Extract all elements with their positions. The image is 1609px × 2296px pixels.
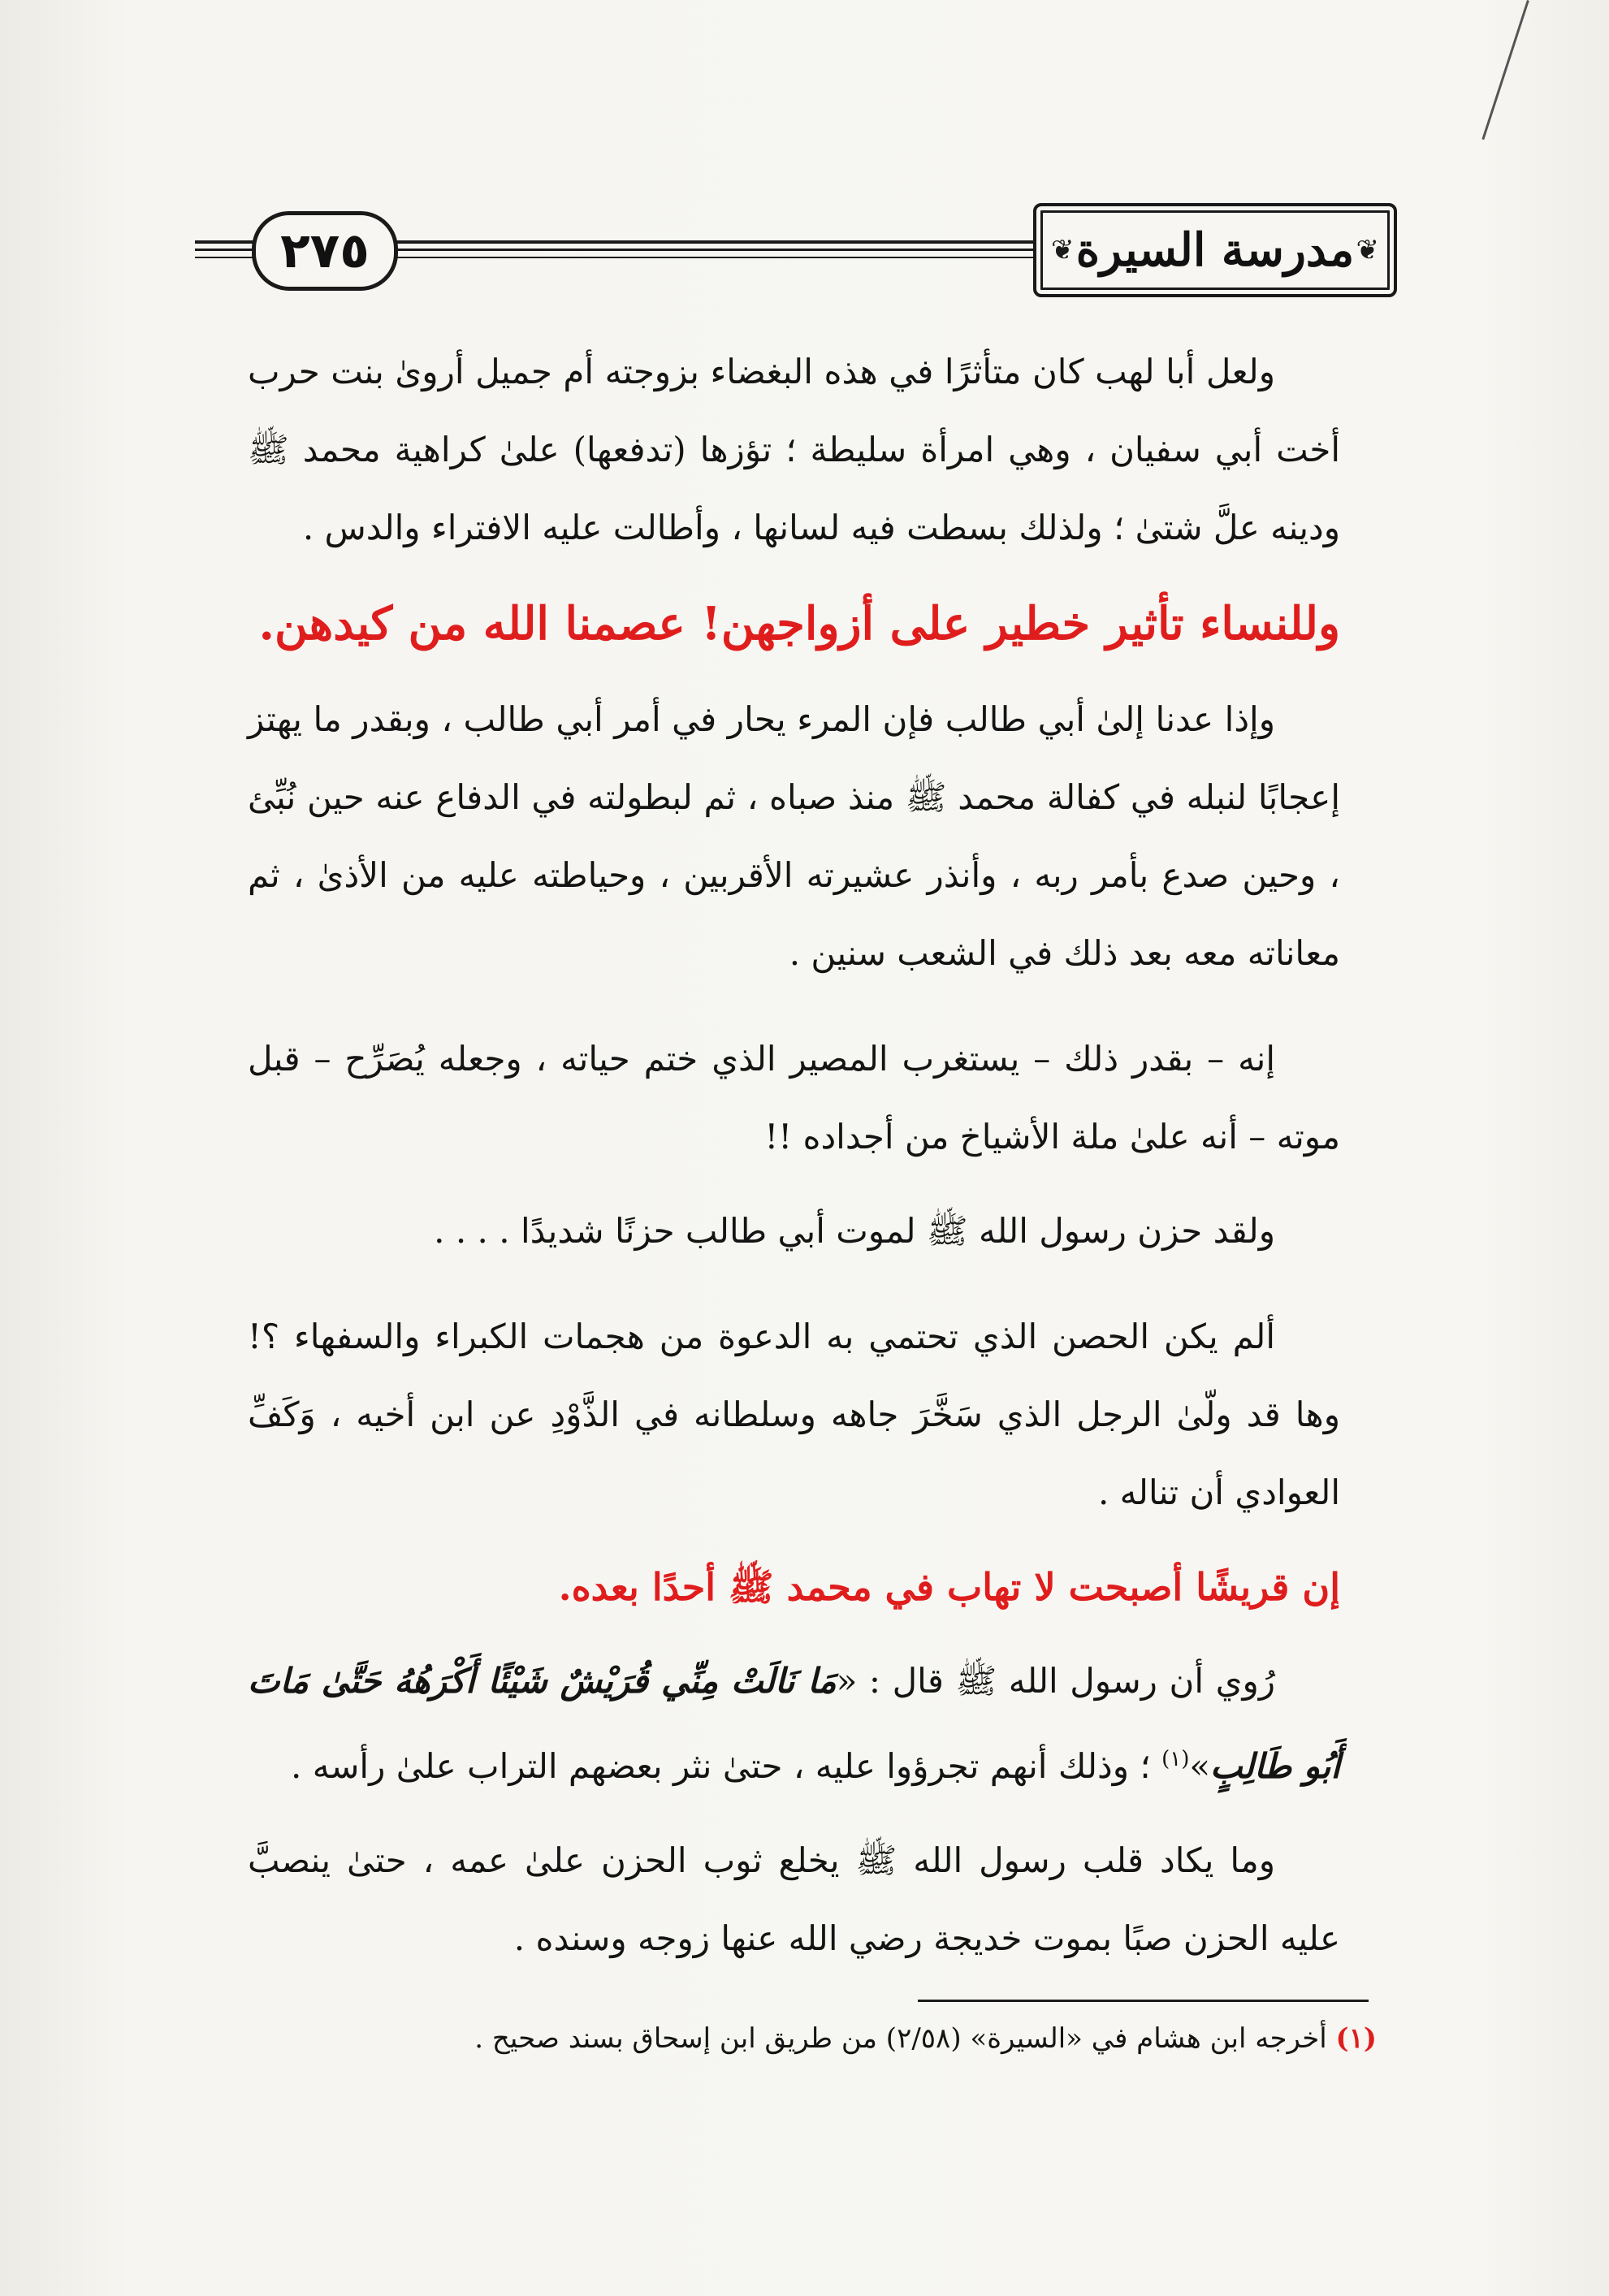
paragraph: ألم يكن الحصن الذي تحتمي به الدعوة من هجمات الكبراء والسفهاء ؟! وها قد ولّىٰ الرجل الذي سَخَّرَ جاهه وسلطانه في الذَّوْدِ عن ابن أخيه ، وَكَفِّ العوادي أن تناله . <box>248 1317 1340 1512</box>
footnote-marker: (١) <box>1335 2022 1377 2055</box>
page-header <box>195 187 1397 301</box>
page-number-badge <box>252 211 398 291</box>
scan-edge-line <box>1481 0 1529 140</box>
paragraph <box>248 1642 1340 1805</box>
footnote-rule <box>918 2000 1369 2002</box>
ornament-icon: ❦ <box>1051 234 1075 266</box>
hadith-quote: مَا نَالَتْ مِنِّي قُرَيْشٌ شَيْئًا أَكْرَهُهُ حَتَّىٰ مَاتَ أَبُو طَالِبٍ <box>248 1661 1340 1786</box>
section-heading: إن قريشًا أصبحت لا تهاب في محمد ﷺ أحدًا بعده. <box>558 1565 1340 1609</box>
running-title: مدرسة السيرة <box>1075 223 1355 277</box>
paragraph: إنه – بقدر ذلك – يستغرب المصير الذي ختم حياته ، وجعله يُصَرِّح – قبل موته – أنه علىٰ ملة الأشياخ من أجداده !! <box>248 1039 1340 1157</box>
paragraph-text: ؛ وذلك أنهم تجرؤوا عليه ، حتىٰ نثر بعضهم التراب علىٰ رأسه . <box>291 1746 1151 1786</box>
footnote-text: أخرجه ابن هشام في «السيرة» (٢/٥٨) من طريق ابن إسحاق بسند صحيح . <box>474 2022 1327 2055</box>
paragraph: ولقد حزن رسول الله ﷺ لموت أبي طالب حزنًا شديدًا . . . . <box>434 1211 1275 1251</box>
quote-close: » <box>1189 1746 1211 1786</box>
page-number: ٢٧٥ <box>280 223 370 279</box>
footnote <box>248 2014 1377 2063</box>
running-title-plate <box>1033 203 1397 297</box>
ornament-icon: ❦ <box>1356 234 1379 266</box>
paragraph: ولعل أبا لهب كان متأثرًا في هذه البغضاء بزوجته أم جميل أروىٰ بنت حرب أخت أبي سفيان ، وهي امرأة سليطة ؛ تؤزها (تدفعها) علىٰ كراهية محمد ﷺ ودينه علَّ شتىٰ ؛ ولذلك بسطت فيه لسانها ، وأطالت عليه الافتراء والدس . <box>248 352 1340 547</box>
paragraph-text: رُوي أن رسول الله ﷺ قال : « <box>836 1661 1276 1701</box>
footnote-reference[interactable]: (١) <box>1161 1747 1190 1771</box>
page-body <box>248 333 1340 1978</box>
section-heading: وللنساء تأثير خطير على أزواجهن! عصمنا الله من كيدهن. <box>258 597 1340 651</box>
paragraph: وما يكاد قلب رسول الله ﷺ يخلع ثوب الحزن علىٰ عمه ، حتىٰ ينصبَّ عليه الحزن صبًا بموت خديجة رضي الله عنها زوجه وسنده . <box>248 1840 1340 1958</box>
paragraph: وإذا عدنا إلىٰ أبي طالب فإن المرء يحار في أمر أبي طالب ، وبقدر ما يهتز إعجابًا لنبله في كفالة محمد ﷺ منذ صباه ، ثم لبطولته في الدفاع عنه حين نُبِّئ ، وحين صدع بأمر ربه ، وأنذر عشيرته الأقربين ، وحياطته عليه من الأذىٰ ، ثم معاناته معه بعد ذلك في الشعب سنين . <box>248 699 1340 973</box>
